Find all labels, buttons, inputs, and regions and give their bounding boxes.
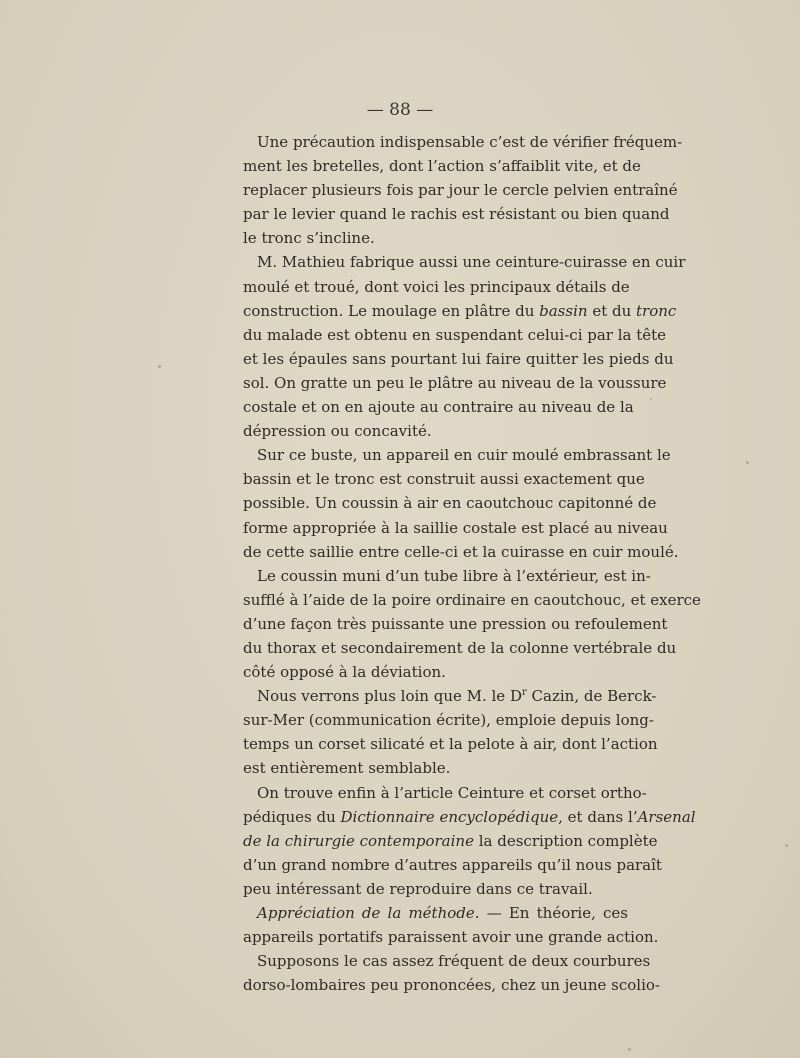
text-line: [243, 299, 677, 323]
paper-speck: [785, 844, 788, 847]
italic-text: Arsenal: [637, 807, 696, 826]
text-segment: et du: [587, 301, 637, 320]
text-line: par le levier quand le rachis est résistant ou bien quand: [243, 205, 670, 224]
text-line: ment les bretelles, dont l’action s’affaiblit vite, et de: [243, 157, 641, 176]
text-line: bassin et le tronc est construit aussi exactement que: [243, 470, 645, 489]
text-line: dépression ou concavité.: [243, 422, 432, 441]
text-line: temps un corset silicaté et la pelote à air, dont l’action: [243, 735, 658, 754]
paper-speck: [158, 365, 161, 368]
text-line: côté opposé à la déviation.: [243, 663, 446, 682]
text-line: d’une façon très puissante une pression ou refoulement: [243, 614, 668, 633]
paper-speck: [628, 1048, 631, 1051]
superscript: r: [521, 687, 527, 699]
text-line: [243, 805, 696, 829]
text-line: Une précaution indispensable c’est de vérifier fréquem-: [257, 133, 683, 151]
italic-text: tronc: [636, 301, 677, 320]
text-line: costale et on en ajoute au contraire au niveau de la: [243, 398, 634, 417]
text-line: [243, 684, 657, 708]
text-line: peu intéressant de reproduire dans ce travail.: [243, 879, 593, 898]
text-line: M. Mathieu fabrique aussi une ceinture-cuirasse en cuir: [257, 253, 686, 272]
text-segment: Nous verrons plus loin que M. le D: [257, 687, 522, 706]
italic-text: de la chirurgie contemporaine: [243, 831, 474, 850]
text-line: sufflé à l’aide de la poire ordinaire en caoutchouc, et exerce: [243, 590, 701, 609]
text-segment: Cazin, de Berck-: [526, 687, 657, 706]
text-line: dorso-lombaires peu prononcées, chez un jeune scolio-: [243, 976, 660, 995]
italic-text: bassin: [539, 301, 588, 320]
text-line: du malade est obtenu en suspendant celui-ci par la tête: [243, 325, 667, 344]
text-segment: , et dans l’: [558, 807, 638, 826]
text-line: Sur ce buste, un appareil en cuir moulé embrassant le: [257, 446, 671, 465]
text-line: appareils portatifs paraissent avoir une grande action.: [243, 928, 659, 947]
text-segment: la description complète: [473, 831, 658, 850]
text-line: forme appropriée à la saillie costale est placé au niveau: [243, 518, 668, 537]
text-segment: pédiques du: [243, 807, 341, 826]
text-line: Le coussin muni d’un tube libre à l’extérieur, est in-: [257, 566, 651, 585]
paper-speck: [746, 461, 749, 464]
text-line: et les épaules sans pourtant lui faire quitter les pieds du: [243, 349, 674, 368]
text-line: le tronc s’incline.: [243, 229, 375, 248]
text-segment: — En théorie, ces: [479, 904, 628, 922]
text-line: sol. On gratte un peu le plâtre au niveau de la voussure: [243, 373, 667, 392]
text-line: de cette saillie entre celle-ci et la cuirasse en cuir moulé.: [243, 542, 679, 561]
text-line: du thorax et secondairement de la colonne vertébrale du: [243, 638, 677, 657]
text-line: Supposons le cas assez fréquent de deux courbures: [257, 952, 651, 971]
paper-speck: [650, 398, 652, 400]
text-line: replacer plusieurs fois par jour le cercle pelvien entraîné: [243, 181, 678, 200]
text-segment: construction. Le moulage en plâtre du: [243, 301, 540, 320]
page-number: — 88 —: [366, 100, 434, 120]
italic-text: Dictionnaire encyclopédique: [340, 807, 559, 826]
body-text: [243, 130, 701, 997]
text-line: possible. Un coussin à air en caoutchouc capitonné de: [243, 494, 657, 513]
text-line: moulé et troué, dont voici les principaux détails de: [243, 277, 630, 296]
text-line: [243, 901, 628, 925]
text-line: [243, 829, 658, 853]
text-line: d’un grand nombre d’autres appareils qu’il nous paraît: [243, 855, 662, 874]
text-line: On trouve enfin à l’article Ceinture et corset ortho-: [257, 783, 647, 802]
italic-text: Appréciation de la méthode.: [257, 904, 480, 922]
text-line: est entièrement semblable.: [243, 759, 451, 778]
text-line: sur-Mer (communication écrite), emploie depuis long-: [243, 711, 654, 730]
